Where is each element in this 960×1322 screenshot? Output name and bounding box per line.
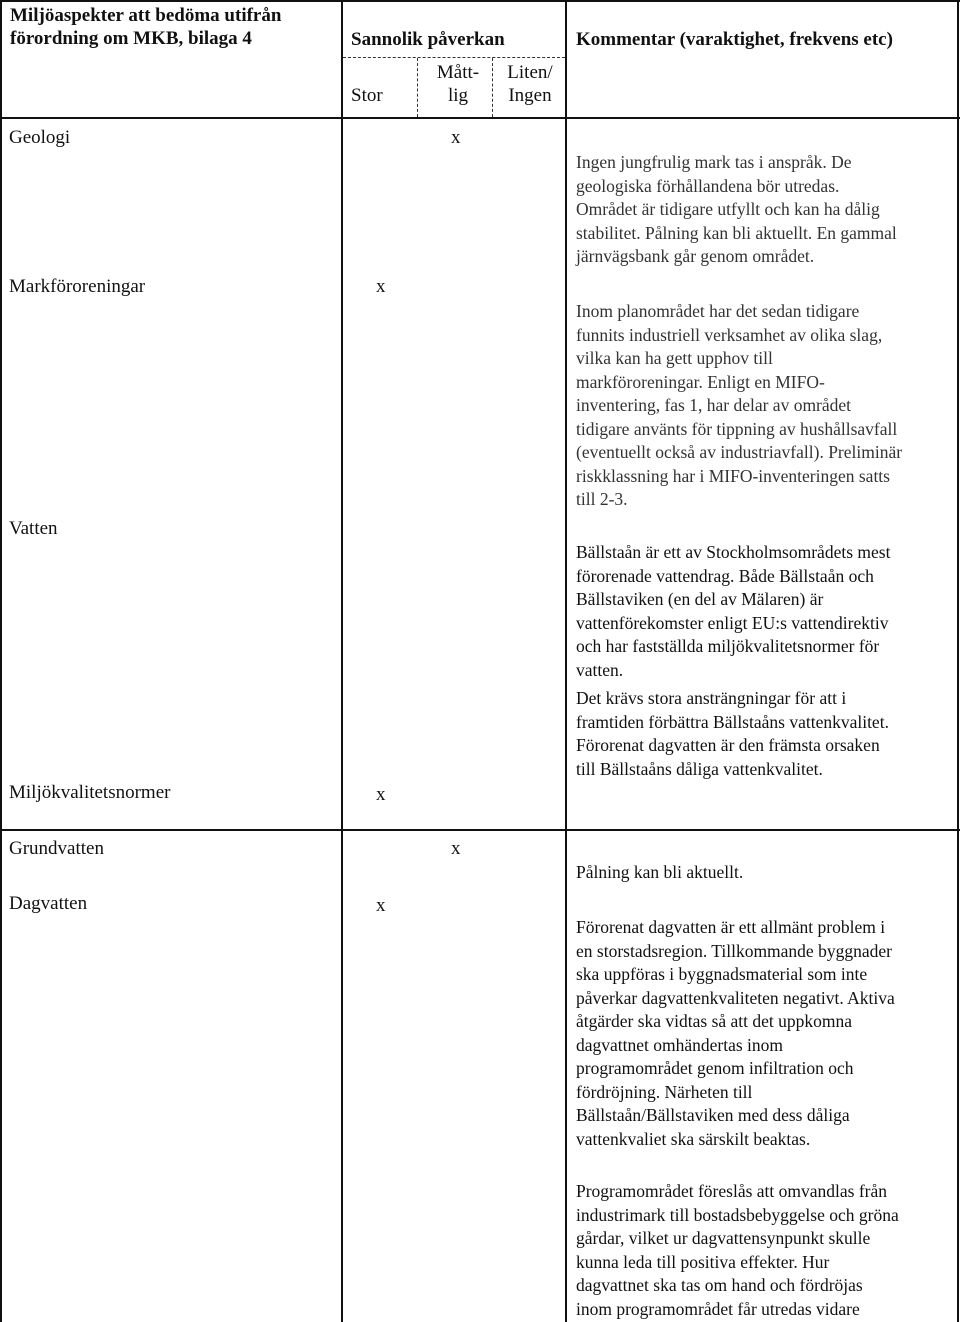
table-top-border — [0, 0, 960, 2]
table-left-border — [0, 0, 2, 1322]
mark-miljokvalitetsnormer-stor: x — [376, 784, 386, 805]
comment-header: Kommentar (varaktighet, frekvens etc) — [576, 29, 893, 50]
comment-dagvatten: Förorenat dagvatten är ett allmänt problem i en storstadsregion. Tillkommande byggnader ska uppföras i byggnadsmaterial som inte påverkar dagvattenkvaliteten negativt. Aktiva åtgärder ska vidtas så att det uppkomna dagvattnet omhändertas inom programområdet genom infiltration och fördröjning. Närheten till Bällstaån/Bällstaviken med dess dåliga vattenkvaliet ska särskilt beaktas. — [576, 917, 895, 1149]
comment-grundvatten: Pålning kan bli aktuellt. — [576, 862, 744, 882]
row-label-geologi: Geologi — [9, 127, 71, 148]
comment-vatten: Bällstaån är ett av Stockholmsområdets mest förorenade vattendrag. Både Bällstaån och Bällstaviken (en del av Mälaren) är vattenförekomster enligt EU:s vattendirektiv och har fastställda miljökvalitetsnormer för vatten. — [576, 542, 891, 680]
liten-header: Liten/ Ingen — [507, 62, 553, 106]
mark-dagvatten-stor: x — [376, 895, 386, 916]
comment-geologi: Ingen jungfrulig mark tas i anspråk. De geologiska förhållandena bör utredas. Området är tidigare utfyllt och kan ha dålig stabilitet. Pålning kan bli aktuellt. En gammal järnvägsbank går genom området. — [576, 152, 897, 266]
row-label-vatten: Vatten — [9, 518, 58, 539]
column-divider-right — [565, 0, 567, 1322]
subcolumn-divider-2 — [492, 58, 493, 117]
comment-vatten-continued: Det krävs stora ansträngningar för att i framtiden förbättra Bällstaåns vattenkvalitet. Förorenat dagvatten är den främsta orsaken till Bällstaåns dåliga vattenkvalitet. — [576, 688, 889, 779]
subcolumn-divider-1 — [417, 58, 418, 117]
row-label-markfororeningar: Markföroreningar — [9, 276, 146, 297]
row-label-grundvatten: Grundvatten — [9, 838, 104, 859]
column-divider-left — [341, 0, 343, 1322]
comment-markfororeningar: Inom planområdet har det sedan tidigare funnits industriell verksamhet av olika slag, vilka kan ha gett upphov till markföroreningar. Enligt en MIFO- inventering, fas 1, har delar av området tidigare använts för tippning av hushållsavfall (eventuellt också av industriavfall). Preliminär riskklassning har i MIFO-inventeringen satts till 2-3. — [576, 301, 903, 509]
stor-header: Stor — [351, 85, 383, 106]
mattlig-header: Mått- lig — [436, 62, 480, 106]
section-divider — [0, 829, 960, 831]
row-label-miljokvalitetsnormer: Miljökvalitetsnormer — [9, 782, 171, 803]
table-right-border — [957, 0, 959, 1322]
mark-markfororeningar-stor: x — [376, 276, 386, 297]
table-title: Miljöaspekter att bedöma utifrån förordning om MKB, bilaga 4 — [10, 5, 282, 49]
likelihood-header: Sannolik påverkan — [351, 29, 505, 50]
header-bottom-border — [0, 117, 960, 119]
header-dashed-rule — [343, 57, 565, 58]
comment-dagvatten-continued: Programområdet föreslås att omvandlas från industrimark till bostadsbebyggelse och gröna gårdar, vilket ur dagvattensynpunkt skulle kunna leda till positiva effekter. Hur dagvattnet ska tas om hand och fördröjas inom programområdet får utredas vidare — [576, 1181, 899, 1319]
row-label-dagvatten: Dagvatten — [9, 893, 88, 914]
mark-grundvatten-mattlig: x — [451, 838, 461, 859]
mark-geologi-mattlig: x — [451, 127, 461, 148]
